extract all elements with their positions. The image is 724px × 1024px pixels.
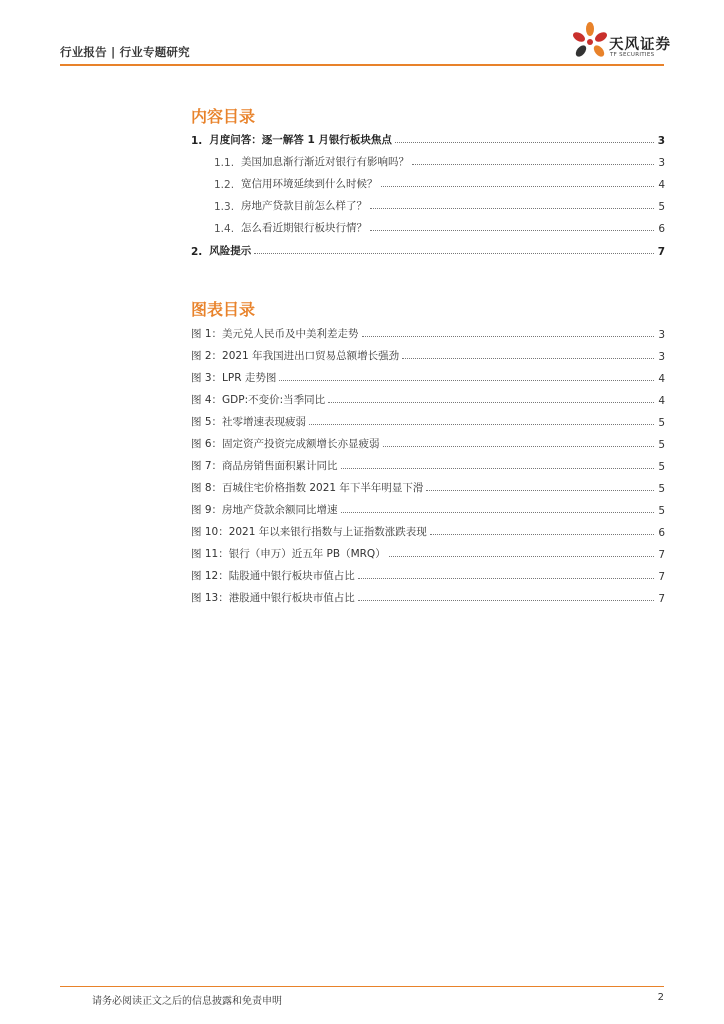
footer-disclaimer: 请务必阅读正文之后的信息披露和免责申明 <box>92 996 282 1007</box>
figure-list-item-5[interactable] <box>191 413 665 429</box>
toc-item-number: 1.4. <box>214 223 235 235</box>
toc-item-page: 3 <box>657 135 665 147</box>
toc-item-page: 5 <box>658 201 665 213</box>
figure-list-label: 图 10：2021 年以来银行指数与上证指数涨跌表现 <box>191 526 427 538</box>
toc-item-1-2[interactable] <box>214 175 665 191</box>
toc-leader-dots <box>383 446 655 447</box>
logo-text-cn: 天风证券 <box>609 37 671 53</box>
figures-title: 图表目录 <box>191 300 256 319</box>
toc-item-1[interactable] <box>191 131 665 147</box>
toc-leader-dots <box>402 358 654 359</box>
figure-list-label: 图 5：社零增速表现疲弱 <box>191 416 307 428</box>
company-logo <box>569 20 679 64</box>
figure-list-page: 7 <box>658 549 665 561</box>
toc-item-1-3[interactable] <box>214 197 665 213</box>
header-breadcrumb: 行业报告 | 行业专题研究 <box>60 45 190 59</box>
toc-item-page: 4 <box>658 179 665 191</box>
figure-list-label: 图 4：GDP:不变价:当季同比 <box>191 394 326 406</box>
toc-item-label: 美国加息渐行渐近对银行有影响吗？ <box>241 156 410 168</box>
figure-list-label: 图 8：百城住宅价格指数 2021 年下半年明显下滑 <box>191 482 424 494</box>
figure-list-page: 7 <box>658 571 665 583</box>
figure-list-label: 图 11：银行（申万）近五年 PB（MRQ） <box>191 548 386 560</box>
toc-leader-dots <box>309 424 654 425</box>
figure-list-label: 图 7：商品房销售面积累计同比 <box>191 460 338 472</box>
figure-list-item-12[interactable] <box>191 567 665 583</box>
figure-list-label: 图 12：陆股通中银行板块市值占比 <box>191 570 355 582</box>
figure-list-page: 3 <box>658 351 665 363</box>
toc-leader-dots <box>279 380 654 381</box>
toc-item-1-1[interactable] <box>214 153 665 169</box>
figure-list-item-9[interactable] <box>191 501 665 517</box>
figure-list-page: 4 <box>658 373 665 385</box>
toc-item-label: 风险提示 <box>209 245 252 257</box>
figure-list-item-1[interactable] <box>191 325 665 341</box>
figure-list-item-2[interactable] <box>191 347 665 363</box>
figure-list-item-3[interactable] <box>191 369 665 385</box>
figure-list-page: 5 <box>658 461 665 473</box>
figure-list-item-11[interactable] <box>191 545 665 561</box>
figure-list-label: 图 1：美元兑人民币及中美利差走势 <box>191 328 359 340</box>
figure-list-item-6[interactable] <box>191 435 665 451</box>
toc-leader-dots <box>341 512 655 513</box>
header-divider <box>60 64 664 66</box>
figure-list-label: 图 6：固定资产投资完成额增长亦显疲弱 <box>191 438 380 450</box>
logo-flower-icon <box>569 20 611 62</box>
toc-item-page: 7 <box>657 246 665 258</box>
toc-item-page: 3 <box>658 157 665 169</box>
toc-item-label: 月度问答：逐一解答 1 月银行板块焦点 <box>209 134 392 146</box>
toc-leader-dots <box>395 142 654 143</box>
toc-item-1-4[interactable] <box>214 219 665 235</box>
figure-list-item-4[interactable] <box>191 391 665 407</box>
toc-item-number: 2. <box>191 246 203 258</box>
toc-leader-dots <box>389 556 655 557</box>
figure-list-page: 5 <box>658 439 665 451</box>
toc-leader-dots <box>381 186 655 187</box>
figure-list-item-10[interactable] <box>191 523 665 539</box>
toc-leader-dots <box>328 402 654 403</box>
footer-divider <box>60 986 664 987</box>
toc-item-page: 6 <box>658 223 665 235</box>
toc-item-number: 1.2. <box>214 179 235 191</box>
toc-leader-dots <box>370 230 654 231</box>
toc-item-label: 宽信用环境延续到什么时候？ <box>241 178 378 190</box>
toc-leader-dots <box>254 253 653 254</box>
figure-list-label: 图 3：LPR 走势图 <box>191 372 277 384</box>
figure-list-page: 4 <box>658 395 665 407</box>
figure-list-label: 图 2：2021 年我国进出口贸易总额增长强劲 <box>191 350 400 362</box>
toc-leader-dots <box>430 534 655 535</box>
toc-item-number: 1.3. <box>214 201 235 213</box>
toc-leader-dots <box>341 468 655 469</box>
logo-text-en: TF SECURITIES <box>610 52 655 58</box>
toc-leader-dots <box>370 208 654 209</box>
contents-title: 内容目录 <box>191 107 256 126</box>
toc-leader-dots <box>362 336 655 337</box>
footer-page-number: 2 <box>657 992 664 1003</box>
figure-list-page: 5 <box>658 505 665 517</box>
figure-list-item-8[interactable] <box>191 479 665 495</box>
toc-item-number: 1.1. <box>214 157 235 169</box>
toc-item-label: 房地产贷款目前怎么样了？ <box>241 200 368 212</box>
figure-list-page: 6 <box>658 527 665 539</box>
toc-leader-dots <box>412 164 654 165</box>
toc-item-number: 1. <box>191 135 203 147</box>
figure-list-item-13[interactable] <box>191 589 665 605</box>
toc-item-2[interactable] <box>191 242 665 258</box>
toc-item-label: 怎么看近期银行板块行情？ <box>241 222 368 234</box>
figure-list-page: 5 <box>658 483 665 495</box>
toc-leader-dots <box>426 490 654 491</box>
figure-list-label: 图 9：房地产贷款余额同比增速 <box>191 504 338 516</box>
toc-leader-dots <box>358 578 655 579</box>
figure-list-page: 3 <box>658 329 665 341</box>
figure-list-page: 5 <box>658 417 665 429</box>
toc-leader-dots <box>358 600 655 601</box>
figure-list-page: 7 <box>658 593 665 605</box>
figure-list-label: 图 13：港股通中银行板块市值占比 <box>191 592 355 604</box>
figure-list-item-7[interactable] <box>191 457 665 473</box>
